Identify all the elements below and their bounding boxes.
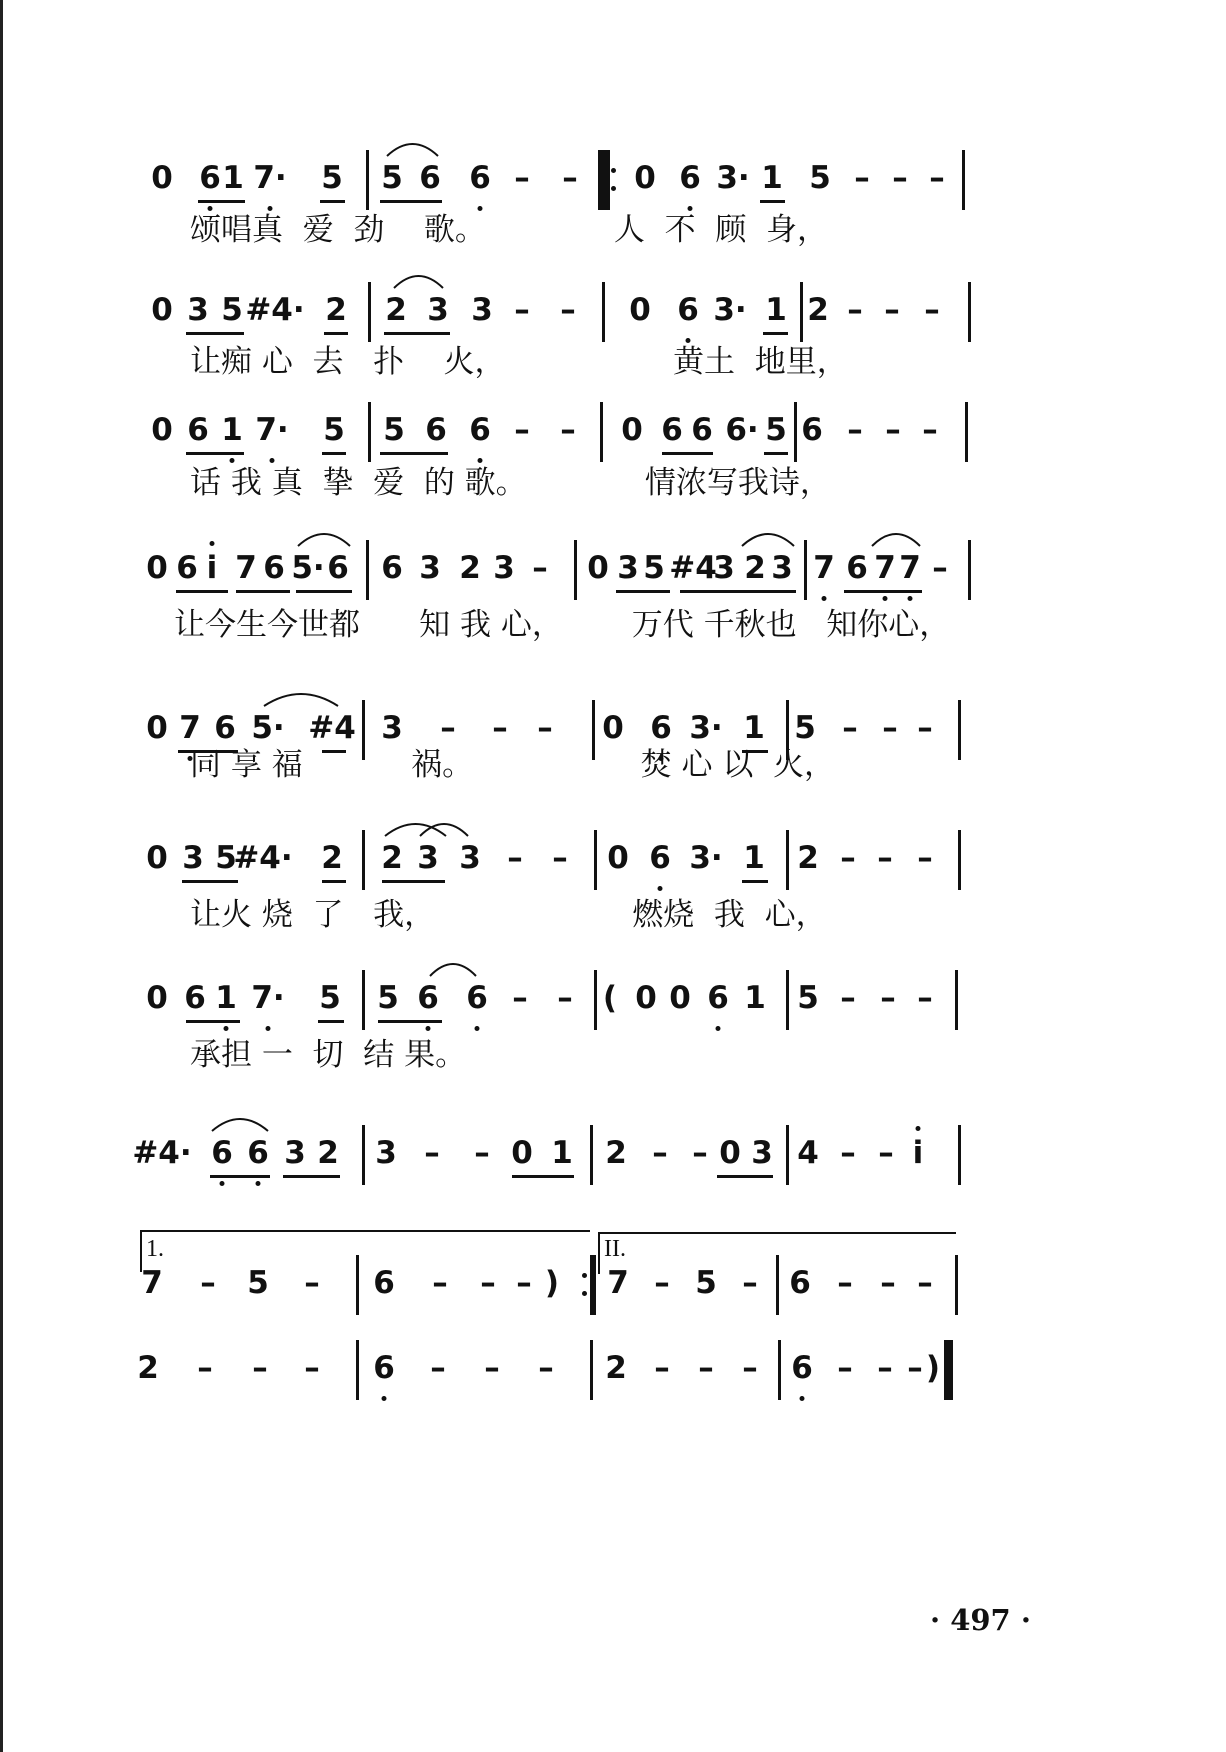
note: – <box>304 1265 320 1301</box>
note: – <box>917 980 933 1016</box>
note: 6 <box>846 550 868 586</box>
lyric-line: 话 我 真 挚 爱 的 歌。 情浓写我诗， <box>190 465 831 501</box>
note: 6 <box>184 980 206 1016</box>
note: 3 <box>417 840 439 876</box>
note: – <box>840 980 856 1016</box>
note: – <box>537 710 553 746</box>
beam-underline <box>324 332 348 335</box>
note: 6 <box>417 980 439 1016</box>
note: 1 <box>743 840 765 876</box>
beam-underline <box>322 452 346 455</box>
note: 2 <box>137 1350 159 1386</box>
note: 3 <box>182 840 204 876</box>
note: 3 <box>187 292 209 328</box>
barline <box>594 970 597 1030</box>
beam-underline <box>182 880 238 883</box>
note: 6 <box>801 412 823 448</box>
volta-bracket-second <box>598 1232 956 1274</box>
barline <box>786 1125 789 1185</box>
note: 1 <box>222 160 244 196</box>
octave-dot-below <box>382 1396 387 1401</box>
note: 0 <box>146 550 168 586</box>
note: – <box>837 1350 853 1386</box>
beam-underline <box>186 452 244 455</box>
note: 0 <box>146 980 168 1016</box>
note: 6 <box>247 1135 269 1171</box>
note: 0 <box>151 412 173 448</box>
note: – <box>842 710 858 746</box>
note: 5 <box>383 412 405 448</box>
barline <box>965 402 968 462</box>
barline <box>590 1125 593 1185</box>
note: 0 <box>146 710 168 746</box>
note: – <box>507 840 523 876</box>
note: #4· <box>245 292 305 328</box>
barline <box>958 1125 961 1185</box>
note: 6 <box>661 412 683 448</box>
repeat-dot <box>582 1273 587 1278</box>
note: 5 <box>247 1265 269 1301</box>
note: – <box>552 840 568 876</box>
note: – <box>882 710 898 746</box>
beam-underline <box>296 590 352 593</box>
barline <box>958 700 961 760</box>
note: 2 <box>317 1135 339 1171</box>
note: 7· <box>251 980 285 1016</box>
note: 1 <box>765 292 787 328</box>
beam-underline <box>176 590 228 593</box>
note: – <box>432 1265 448 1301</box>
note: 7 <box>813 550 835 586</box>
lyric-line: 让火 烧 了 我， 燃烧 我 心， <box>190 897 827 933</box>
note: – <box>560 412 576 448</box>
note: 6 <box>650 710 672 746</box>
note: 7 <box>235 550 257 586</box>
note: – <box>742 1265 758 1301</box>
note: – <box>878 1135 894 1171</box>
slur-mark <box>385 136 440 158</box>
note: 6 <box>199 160 221 196</box>
note: 5 <box>643 550 665 586</box>
note: 5 <box>321 160 343 196</box>
note: – <box>480 1265 496 1301</box>
note: – <box>884 292 900 328</box>
note: – <box>854 160 870 196</box>
note: – <box>514 412 530 448</box>
note: 7· <box>253 160 287 196</box>
note: 3 <box>617 550 639 586</box>
note: #4 <box>669 550 717 586</box>
repeat-barline <box>604 150 610 210</box>
octave-dot-below <box>883 596 888 601</box>
note: 3 <box>493 550 515 586</box>
slur-mark <box>210 1111 270 1133</box>
note: 7 <box>874 550 896 586</box>
note: 6 <box>679 160 701 196</box>
beam-underline <box>378 1020 442 1023</box>
note: – <box>917 1265 933 1301</box>
barline <box>366 540 369 600</box>
note: – <box>840 840 856 876</box>
beam-underline <box>318 1020 344 1023</box>
note: 2 <box>381 840 403 876</box>
lyric-line: 承担 一 切 结 果。 <box>190 1037 467 1073</box>
note: 6 <box>327 550 349 586</box>
octave-dot-above <box>916 1126 921 1131</box>
note: #4· <box>132 1135 192 1171</box>
note: 0 <box>719 1135 741 1171</box>
barline <box>366 150 369 210</box>
note: 6 <box>469 160 491 196</box>
note: – <box>880 980 896 1016</box>
note: 6 <box>677 292 699 328</box>
notation-row <box>0 150 1226 210</box>
note: 6 <box>791 1350 813 1386</box>
note: – <box>474 1135 490 1171</box>
note: i <box>206 550 218 586</box>
note: – <box>557 980 573 1016</box>
octave-dot-below <box>716 1026 721 1031</box>
note: – <box>516 1265 532 1301</box>
note: – <box>692 1135 708 1171</box>
note: – <box>742 1350 758 1386</box>
notation-row <box>0 540 1226 600</box>
note: – <box>538 1350 554 1386</box>
barline <box>962 150 965 210</box>
note: – <box>560 292 576 328</box>
beam-underline <box>763 332 788 335</box>
note: 3 <box>419 550 441 586</box>
beam-underline <box>380 452 448 455</box>
note: 0 <box>635 980 657 1016</box>
beam-underline <box>760 200 785 203</box>
note: 6 <box>469 412 491 448</box>
beam-underline <box>616 590 670 593</box>
note: 3 <box>284 1135 306 1171</box>
beam-underline <box>320 200 345 203</box>
note: 3· <box>713 292 747 328</box>
beam-underline <box>283 1175 340 1178</box>
note: 0 <box>146 840 168 876</box>
note: 1 <box>215 980 237 1016</box>
note: – <box>424 1135 440 1171</box>
note: 1 <box>743 710 765 746</box>
note: 1 <box>221 412 243 448</box>
beam-underline <box>186 1020 240 1023</box>
note: – <box>847 412 863 448</box>
note: 2 <box>325 292 347 328</box>
note: 6 <box>263 550 285 586</box>
note: – <box>200 1265 216 1301</box>
beam-underline <box>186 332 244 335</box>
note: – <box>304 1350 320 1386</box>
notation-row <box>0 402 1226 462</box>
barline <box>786 970 789 1030</box>
note: 1 <box>761 160 783 196</box>
barline <box>574 540 577 600</box>
beam-underline <box>742 880 768 883</box>
note: – <box>440 710 456 746</box>
note: 6 <box>381 550 403 586</box>
note: – <box>252 1350 268 1386</box>
note: #4 <box>308 710 356 746</box>
note: 3 <box>381 710 403 746</box>
volta-label-second: II. <box>604 1236 626 1262</box>
barline <box>778 1340 781 1400</box>
slur-mark <box>740 526 796 548</box>
note: i <box>912 1135 924 1171</box>
note: – <box>654 1350 670 1386</box>
note: 1 <box>744 980 766 1016</box>
note: 1 <box>551 1135 573 1171</box>
note: 3 <box>459 840 481 876</box>
note: 0 <box>151 292 173 328</box>
octave-dot-below <box>475 1026 480 1031</box>
barline <box>362 970 365 1030</box>
note: – <box>492 710 508 746</box>
note: – <box>652 1135 668 1171</box>
repeat-barline <box>944 1340 950 1400</box>
note: – <box>885 412 901 448</box>
note: 3· <box>689 710 723 746</box>
note: – <box>877 840 893 876</box>
notation-row <box>0 1340 1226 1400</box>
note: 3 <box>771 550 793 586</box>
note: 0 <box>634 160 656 196</box>
note: 3 <box>427 292 449 328</box>
octave-dot-below <box>220 1181 225 1186</box>
note: – <box>840 1135 856 1171</box>
note: 5 <box>381 160 403 196</box>
beam-underline <box>382 880 445 883</box>
repeat-barline <box>590 1255 596 1315</box>
note: 5 <box>377 980 399 1016</box>
note: 2 <box>605 1350 627 1386</box>
barline <box>590 1340 593 1400</box>
note: 0 <box>629 292 651 328</box>
volta-label-first: 1. <box>146 1236 164 1262</box>
barline <box>594 830 597 890</box>
beam-underline <box>384 332 450 335</box>
note: ( <box>602 980 618 1016</box>
note: 3· <box>689 840 723 876</box>
octave-dot-above <box>210 541 215 546</box>
lyric-line: 让今生今世都 知 我 心， 万代 千秋也 知你心， <box>174 607 951 643</box>
note: – <box>877 1350 893 1386</box>
repeat-dot <box>582 1291 587 1296</box>
note: 5 <box>809 160 831 196</box>
note: – <box>837 1265 853 1301</box>
barline <box>356 1340 359 1400</box>
note: 6 <box>466 980 488 1016</box>
barline <box>955 970 958 1030</box>
barline <box>958 830 961 890</box>
note: – <box>484 1350 500 1386</box>
beam-underline <box>662 452 713 455</box>
octave-dot-below <box>224 1026 229 1031</box>
octave-dot-below <box>822 596 827 601</box>
note: – <box>514 292 530 328</box>
note: 2 <box>744 550 766 586</box>
beam-underline <box>322 880 346 883</box>
note: – <box>847 292 863 328</box>
note: 2 <box>797 840 819 876</box>
barline <box>602 282 605 342</box>
note: – <box>430 1350 446 1386</box>
note: 0 <box>587 550 609 586</box>
barline <box>362 1125 365 1185</box>
barline <box>368 282 371 342</box>
note: 3· <box>716 160 750 196</box>
note: 6 <box>373 1350 395 1386</box>
repeat-dot <box>611 186 616 191</box>
note: 6 <box>214 710 236 746</box>
octave-dot-below <box>266 1026 271 1031</box>
note: 0 <box>151 160 173 196</box>
note: – <box>512 980 528 1016</box>
note: ) <box>925 1350 941 1386</box>
note: 6 <box>789 1265 811 1301</box>
barline <box>804 540 807 600</box>
note: 0 <box>511 1135 533 1171</box>
note: 3 <box>375 1135 397 1171</box>
notation-row <box>0 830 1226 890</box>
note: 0 <box>607 840 629 876</box>
note: 6 <box>691 412 713 448</box>
note: – <box>917 710 933 746</box>
lyric-line: 同 享 福 祸。 焚 心 以 火， <box>190 747 836 783</box>
octave-dot-below <box>658 886 663 891</box>
note: 2 <box>459 550 481 586</box>
note: 2 <box>605 1135 627 1171</box>
note: – <box>514 160 530 196</box>
note: – <box>929 160 945 196</box>
octave-dot-below <box>800 1396 805 1401</box>
beam-underline <box>844 590 922 593</box>
beam-underline <box>236 590 290 593</box>
note: 5 <box>319 980 341 1016</box>
note: 3 <box>713 550 735 586</box>
note: 5 <box>794 710 816 746</box>
octave-dot-below <box>256 1181 261 1186</box>
note: – <box>892 160 908 196</box>
barline <box>362 830 365 890</box>
barline <box>968 282 971 342</box>
barline <box>968 540 971 600</box>
note: 0 <box>669 980 691 1016</box>
beam-underline <box>512 1175 574 1178</box>
note: #4· <box>233 840 293 876</box>
page-number: · 497 · <box>930 1603 1031 1637</box>
note: 5 <box>765 412 787 448</box>
note: 3 <box>751 1135 773 1171</box>
beam-underline <box>380 200 442 203</box>
note: – <box>654 1265 670 1301</box>
beam-underline <box>198 200 245 203</box>
octave-dot-below <box>908 596 913 601</box>
note: 6 <box>176 550 198 586</box>
note: – <box>907 1350 923 1386</box>
note: – <box>880 1265 896 1301</box>
note: – <box>932 550 948 586</box>
note: 5· <box>291 550 325 586</box>
notation-row <box>0 970 1226 1030</box>
note: 6 <box>419 160 441 196</box>
note: 2 <box>385 292 407 328</box>
notation-row <box>0 1125 1226 1185</box>
note: 7 <box>141 1265 163 1301</box>
octave-dot-below <box>426 1026 431 1031</box>
note: 3 <box>471 292 493 328</box>
barline <box>800 282 803 342</box>
note: 7 <box>899 550 921 586</box>
slur-mark <box>262 686 340 708</box>
note: 6 <box>707 980 729 1016</box>
note: 5 <box>221 292 243 328</box>
note: 2 <box>321 840 343 876</box>
note: – <box>197 1350 213 1386</box>
note: 7· <box>255 412 289 448</box>
slur-mark <box>296 526 352 548</box>
note: – <box>698 1350 714 1386</box>
note: 5 <box>797 980 819 1016</box>
note: 0 <box>602 710 624 746</box>
barline <box>794 402 797 462</box>
note: 6 <box>187 412 209 448</box>
barline <box>368 402 371 462</box>
note: 7 <box>607 1265 629 1301</box>
repeat-dot <box>611 168 616 173</box>
note: 6 <box>425 412 447 448</box>
note: 4 <box>797 1135 819 1171</box>
note: 6 <box>211 1135 233 1171</box>
beam-underline <box>717 1175 773 1178</box>
note: – <box>562 160 578 196</box>
beam-underline <box>680 590 796 593</box>
slur-mark <box>870 526 922 548</box>
note: – <box>924 292 940 328</box>
barline <box>786 830 789 890</box>
beam-underline <box>210 1175 270 1178</box>
lyric-line: 让痴 心 去 扑 火， 黄土 地里， <box>190 344 848 380</box>
note: 5· <box>251 710 285 746</box>
note: 5 <box>323 412 345 448</box>
lyric-line: 颂唱真 爱 劲 歌。 人 不 顾 身， <box>190 212 829 248</box>
note: ) <box>544 1265 560 1301</box>
note: 6 <box>373 1265 395 1301</box>
slur-mark <box>392 268 445 290</box>
note: 7 <box>179 710 201 746</box>
note: – <box>532 550 548 586</box>
slur-mark <box>418 816 470 838</box>
slur-mark <box>428 956 478 978</box>
note: 0 <box>621 412 643 448</box>
note: – <box>917 840 933 876</box>
note: 5 <box>215 840 237 876</box>
note: 5 <box>695 1265 717 1301</box>
barline <box>950 1340 953 1400</box>
note: 6· <box>725 412 759 448</box>
volta-bracket-first <box>140 1230 590 1272</box>
note: 6 <box>649 840 671 876</box>
note: – <box>922 412 938 448</box>
notation-row <box>0 282 1226 342</box>
note: 2 <box>807 292 829 328</box>
beam-underline <box>764 452 788 455</box>
barline <box>600 402 603 462</box>
